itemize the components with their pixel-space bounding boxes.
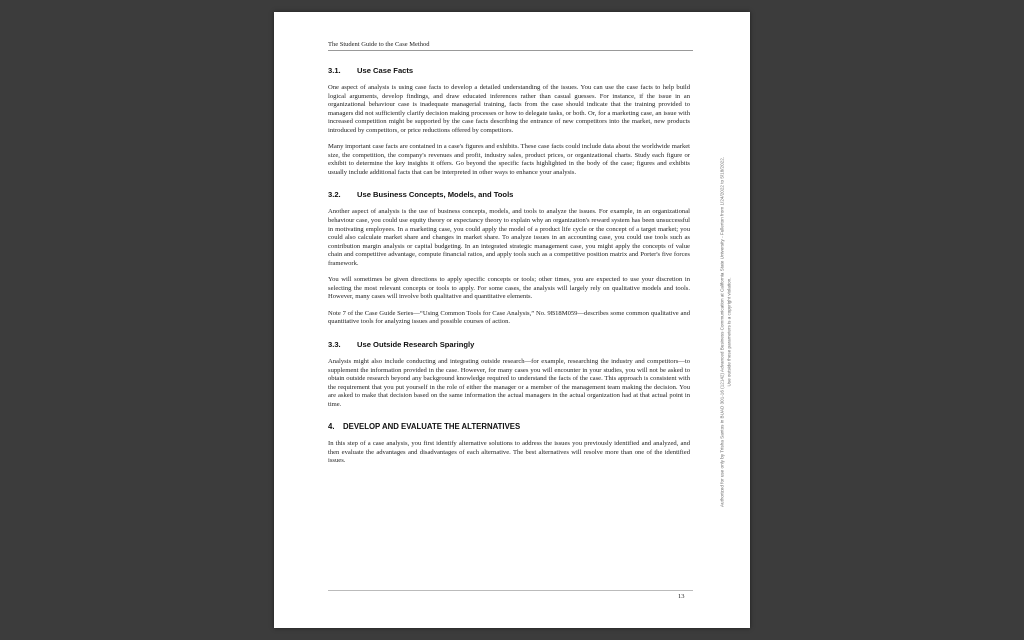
- running-header: The Student Guide to the Case Method: [328, 41, 430, 48]
- section-number: 4.: [328, 422, 335, 432]
- paragraph: In this step of a case analysis, you first identify alternative solutions to address the issues you previously identified and analyzed, and then evaluate the advantages and disadvantages of each alternative. The best alternatives will resolve more than one of the identified issues.: [328, 440, 690, 465]
- section-number: 3.3.: [328, 340, 341, 350]
- copyright-side-note: [720, 72, 733, 592]
- header-divider: [328, 50, 693, 51]
- paragraph: Another aspect of analysis is the use of business concepts, models, and tools to analyze the issues. For example, in an organizational behaviour case, you could use equity theory or expectancy theory to explain why an organization's reward system has been unsuccessful in motivating employees. In a marketing case, you could apply the model of a product life cycle or the concept of a target market; you could also calculate market share and changes in market share. To analyze issues in an accounting case, you could use tools such as contribution margin analysis or capital budgeting. In an integrated strategic management case, you might apply the concepts of value chain and competitive advantage, compute financial ratios, and apply tools such as a competitive position matrix and Porter's five forces framework.: [328, 208, 690, 267]
- section-3-1: [328, 66, 690, 177]
- page-body: [328, 66, 690, 474]
- section-number: 3.2.: [328, 190, 341, 200]
- paragraph: You will sometimes be given directions to apply specific concepts or tools; other times, you are expected to use your discretion in selecting the most relevant concepts or tools to apply. For some cases, the analysis will largely rely on qualitative models and tools. However, many cases will involve both qualitative and quantitative elements.: [328, 276, 690, 301]
- section-title: Use Case Facts: [357, 66, 414, 75]
- section-title: Use Outside Research Sparingly: [357, 340, 475, 350]
- section-title: DEVELOP AND EVALUATE THE ALTERNATIVES: [343, 422, 521, 432]
- footer-divider: [328, 590, 693, 591]
- section-heading: [328, 340, 690, 350]
- section-4: [328, 422, 690, 466]
- paragraph: Analysis might also include conducting and integrating outside research—for example, researching the industry and competitors—to supplement the information provided in the case. However, for many cases you will encounter in your studies, you will not be asked to obtain outside research beyond any background knowledge required to understand the facts of the case. This approach is consistent with the requirement that you put yourself in the role of either the manager or a member of the management team making the decision. You are asked to make that decision based on the same information the actual managers in the actual organization had at that actual point in time.: [328, 358, 690, 408]
- section-3-2: [328, 190, 690, 327]
- side-note-line: Use outside these parameters is a copyright violation.: [726, 277, 731, 387]
- section-heading: [328, 422, 690, 432]
- section-heading: [328, 190, 690, 200]
- document-page: [274, 12, 750, 628]
- section-number: 3.1.: [328, 66, 341, 75]
- page-number: 13: [678, 593, 685, 600]
- paragraph: One aspect of analysis is using case facts to develop a detailed understanding of the issues. You can use the case facts to help build logical arguments, develop findings, and draw educated inferences rather than casual guesses. For instance, if the issue in an organizational behaviour case is inadequate managerial training, facts from the case should indicate that the training provided to managers did not sufficiently clarify decision making processes or how to delegate tasks, or both. Or, for a marketing case, an issue with increased competition might be supported by the case facts describing the entrance of new competitors into the market, new products introduced by competitors, or price reductions offered by competitors.: [328, 84, 690, 134]
- side-note-line: Authorized for use only by Trisha Santos in BUAD 301-16 (12142) Advanced Business Communication at California State University - Fullerton from 1/24/2022 to 5/18/2022.: [719, 156, 725, 508]
- paragraph: Note 7 of the Case Guide Series—“Using Common Tools for Case Analysis,” No. 9B18M059—describes some common qualitative and quantitative tools for analyzing issues and possible courses of action.: [328, 309, 690, 326]
- paragraph: Many important case facts are contained in a case's figures and exhibits. These case facts could include data about the worldwide market size, the competition, the company's revenues and profit, industry sales, product prices, or organizational charts. Study each figure or exhibit to determine the key insights it offers. Go beyond the specific facts highlighted in the body of the case; figures and exhibits usually include additional facts that can be interpreted in other ways to enhance your analysis.: [328, 143, 690, 176]
- section-3-3: [328, 340, 690, 409]
- section-heading: [328, 66, 690, 76]
- section-title: Use Business Concepts, Models, and Tools: [357, 190, 514, 200]
